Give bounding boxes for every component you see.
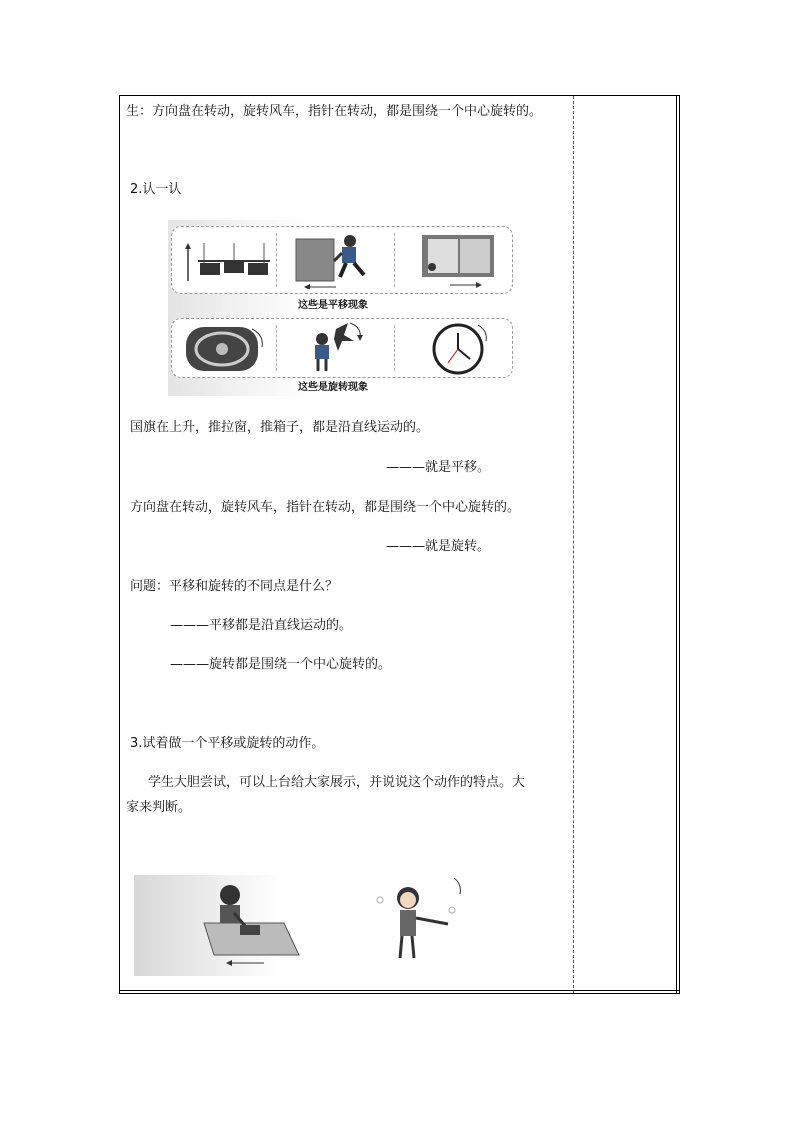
question: 问题：平移和旋转的不同点是什么？	[130, 579, 339, 594]
clock-illustration	[422, 319, 502, 377]
right-border	[676, 96, 677, 993]
pushing-box-illustration	[284, 231, 388, 289]
column-divider	[573, 96, 574, 993]
answer-rotation: ———旋转都是围绕一个中心旋转的。	[170, 657, 392, 672]
rotation-examples-row	[171, 318, 513, 378]
rotation-examples-text: 方向盘在转动，旋转风车，指针在转动，都是围绕一个中心旋转的。	[130, 500, 521, 515]
section-3-title: 3.试着做一个平移或旋转的动作。	[130, 736, 325, 751]
translation-examples-row	[171, 226, 513, 294]
figure-translation-rotation	[168, 220, 514, 396]
rotation-conclusion: ———就是旋转。	[386, 539, 491, 554]
section-2-title: 2.认一认	[130, 182, 182, 197]
steering-wheel-illustration	[182, 321, 272, 375]
section-3-body-line1: 学生大胆尝试，可以上台给大家展示，并说说这个动作的特点。大	[148, 775, 526, 790]
sliding-window-illustration	[402, 231, 502, 289]
section-3-body-line2: 家来判断。	[126, 800, 192, 815]
pinwheel-illustration	[298, 319, 378, 375]
flag-raising-illustration	[178, 233, 274, 287]
girl-spinning-illustration	[368, 870, 468, 970]
translation-conclusion: ———就是平移。	[386, 460, 491, 475]
rotation-caption: 这些是旋转现象	[298, 382, 368, 393]
boy-pushing-book-illustration	[134, 875, 304, 976]
translation-caption: 这些是平移现象	[298, 300, 368, 311]
translation-examples-text: 国旗在上升，推拉窗，推箱子，都是沿直线运动的。	[130, 420, 430, 435]
answer-translation: ———平移都是沿直线运动的。	[170, 618, 353, 633]
student-answer-line: 生：方向盘在转动，旋转风车，指针在转动，都是围绕一个中心旋转的。	[126, 104, 543, 119]
